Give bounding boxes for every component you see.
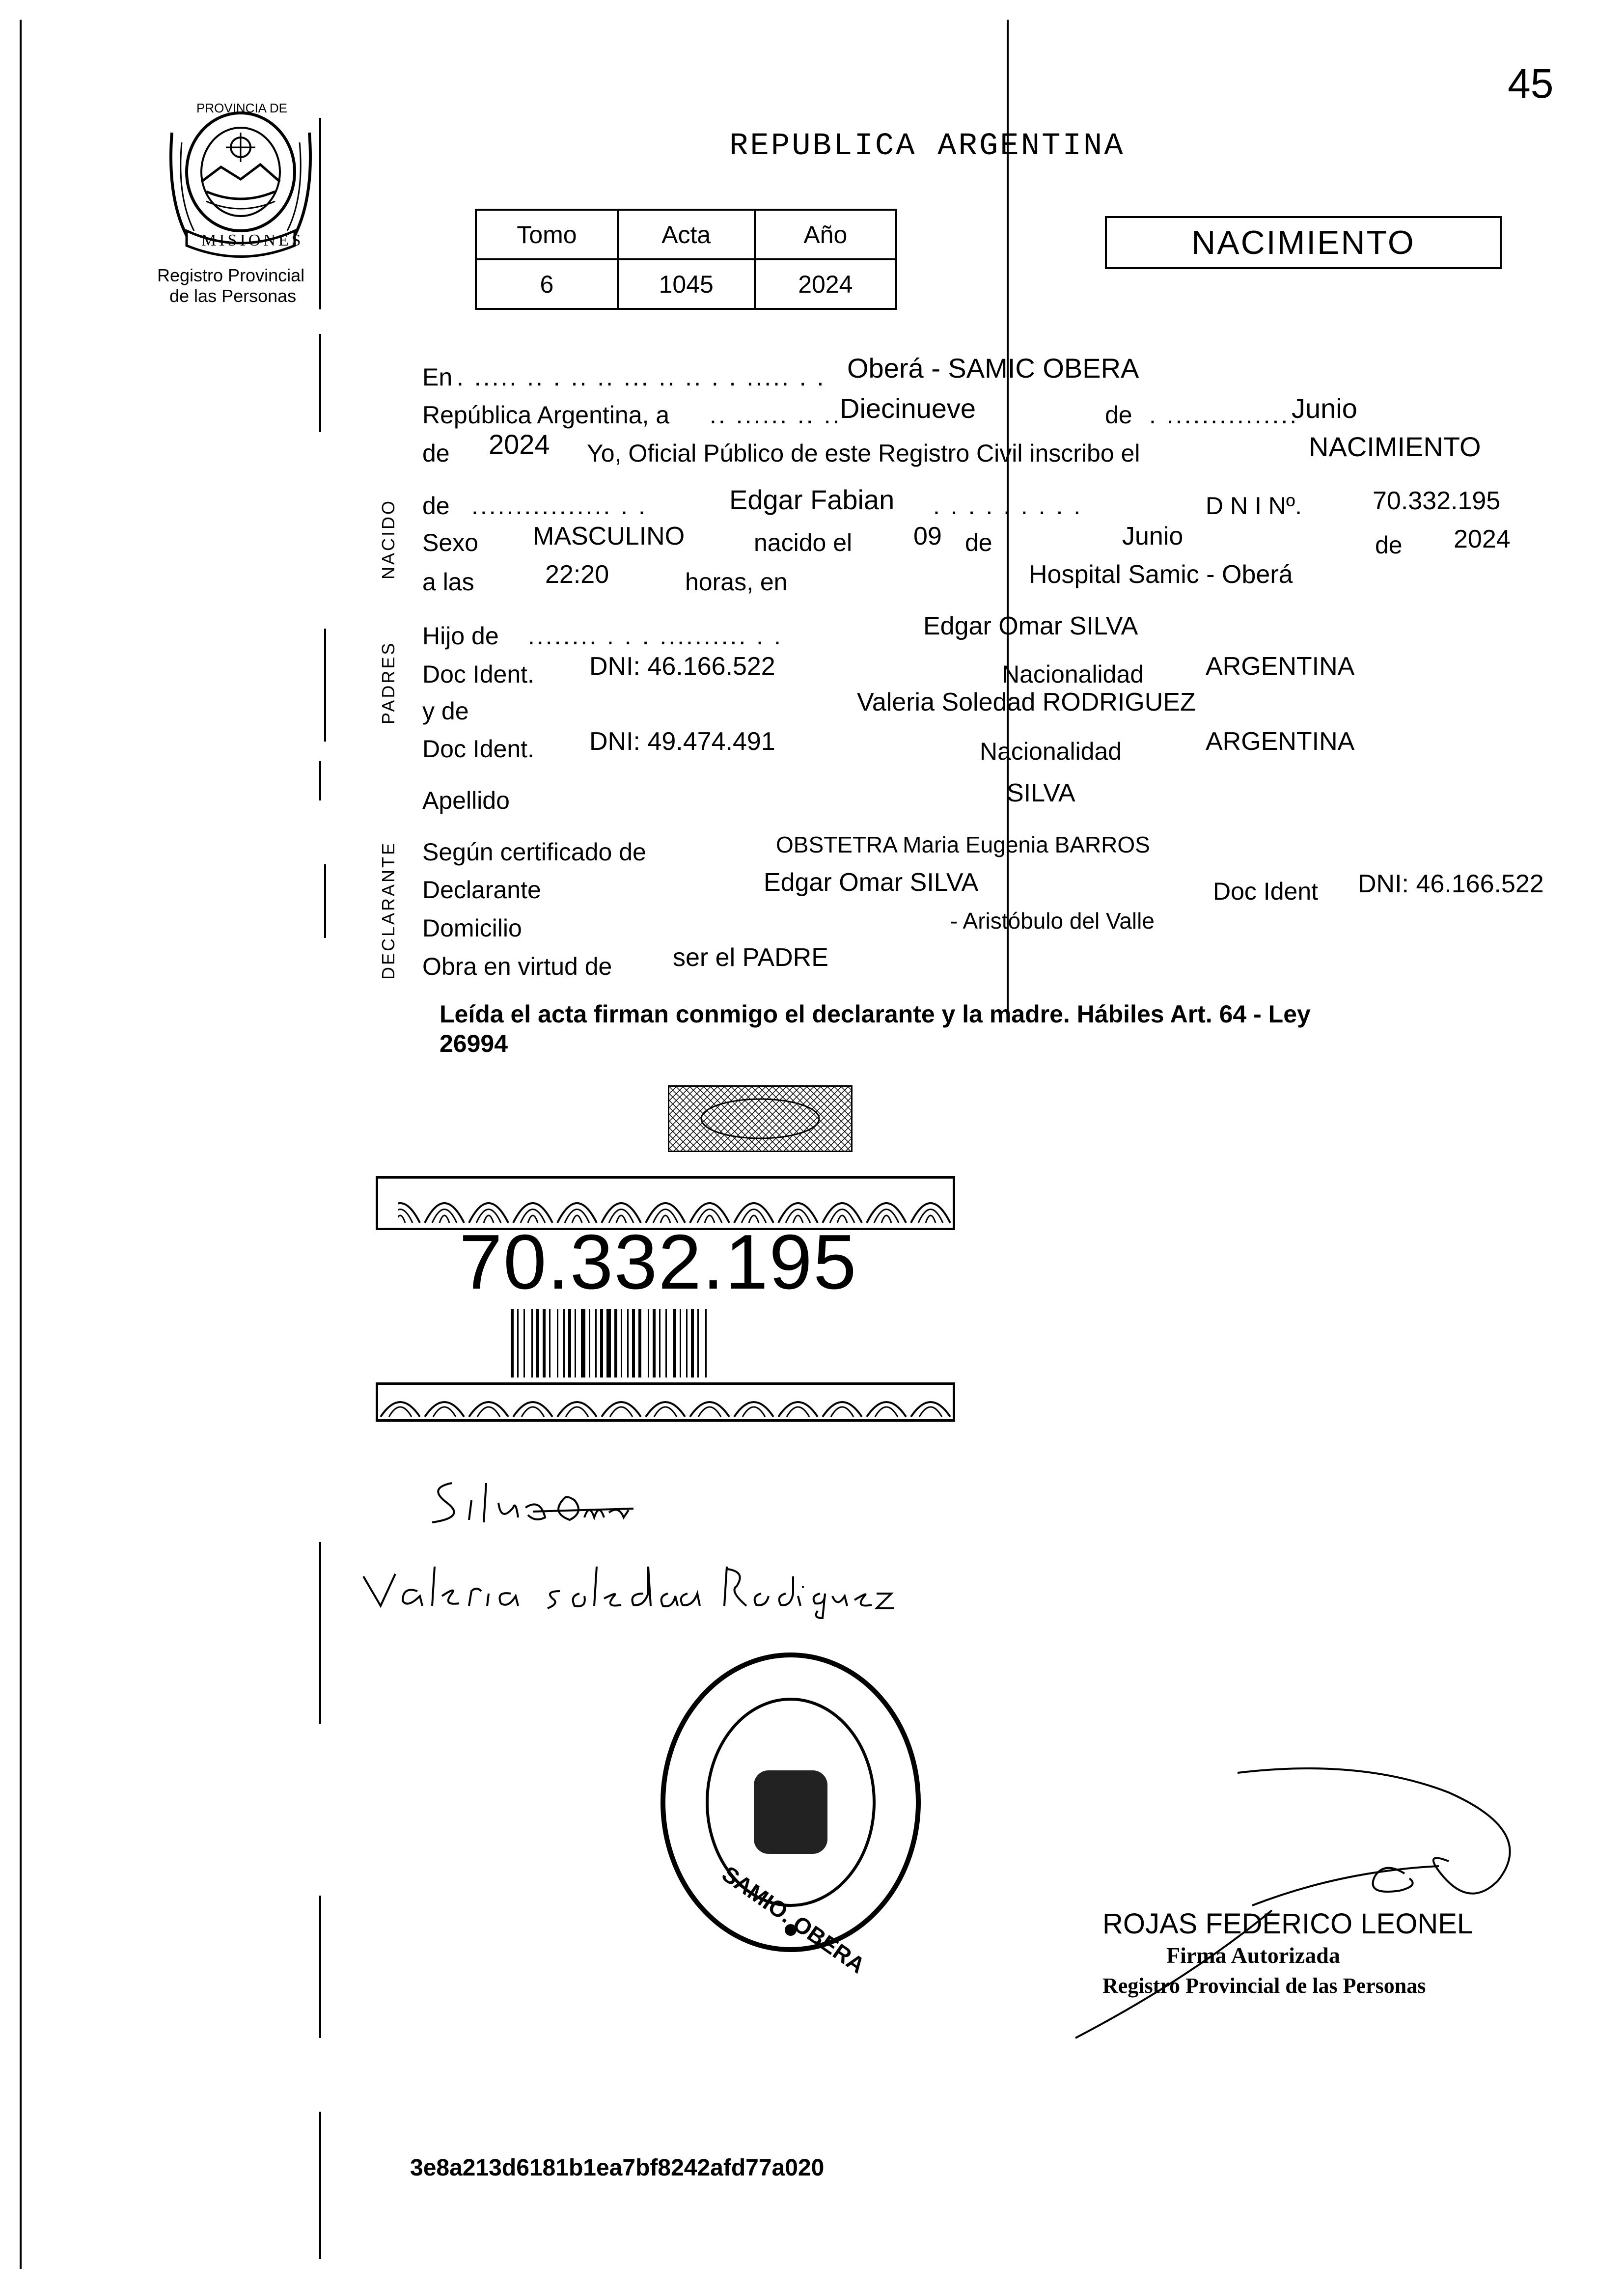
value-mes: Junio xyxy=(1292,393,1357,424)
value-mes-nac: Junio xyxy=(1122,522,1184,551)
barcode-bar xyxy=(614,1309,617,1377)
barcode-bar xyxy=(659,1309,661,1377)
barcode-bar xyxy=(517,1309,519,1377)
value-anio: 2024 xyxy=(489,429,550,460)
value-hora: 22:20 xyxy=(545,560,609,589)
label-republica: República Argentina, a xyxy=(422,401,670,429)
left-margin-mark xyxy=(319,1542,321,1724)
value-madre: Valeria Soledad RODRIGUEZ xyxy=(857,688,1196,716)
logo-ribbon-text: MISIONES xyxy=(201,231,304,249)
label-oficial: Yo, Oficial Público de este Registro Civil inscribo el xyxy=(587,440,1140,467)
document-header-country: REPUBLICA ARGENTINA xyxy=(729,129,1125,164)
acta-table xyxy=(475,209,897,310)
handwritten-signature-icon xyxy=(354,1547,908,1621)
barcode-bar xyxy=(621,1309,622,1377)
value-tipo: NACIMIENTO xyxy=(1309,431,1481,462)
label-de-anio: de xyxy=(422,440,450,467)
barcode-bar xyxy=(531,1309,533,1377)
label-doc-ident-2: Doc Ident. xyxy=(422,735,534,763)
label-y-de: y de xyxy=(422,697,469,725)
label-de-nombre: de xyxy=(422,492,450,520)
barcode-bar xyxy=(691,1309,694,1377)
value-nac-madre: ARGENTINA xyxy=(1206,727,1355,756)
label-en: En xyxy=(422,363,453,391)
dotted-leader: . ............... xyxy=(1149,401,1299,429)
value-sexo: MASCULINO xyxy=(533,522,685,551)
label-apellido: Apellido xyxy=(422,787,510,814)
label-de-dia: de xyxy=(965,529,992,556)
label-nacionalidad-2: Nacionalidad xyxy=(980,738,1122,765)
barcode-bar xyxy=(549,1309,551,1377)
father-signature xyxy=(417,1468,692,1532)
seal-center-text: SAMIO. OBERA xyxy=(717,1861,870,1979)
logo-caption-line1: Registro Provincial xyxy=(157,265,305,285)
left-margin-mark xyxy=(319,1896,321,2038)
section-padres: PADRES xyxy=(378,641,398,724)
value-virtud: ser el PADRE xyxy=(673,943,828,972)
fold-line xyxy=(1007,20,1009,1021)
officer-role: Firma Autorizada xyxy=(1166,1943,1340,1968)
value-dia-texto: Diecinueve xyxy=(840,393,976,424)
guilloche-pattern-icon xyxy=(669,1087,851,1151)
barcode-bar xyxy=(536,1309,539,1377)
acta-header-acta: Acta xyxy=(618,210,755,259)
dotted-leader: ........ . . . .......... . . xyxy=(528,622,783,650)
label-doc-ident-1: Doc Ident. xyxy=(422,661,534,688)
mother-signature xyxy=(354,1547,908,1621)
barcode-bar xyxy=(563,1309,565,1377)
value-nombre: Edgar Fabian xyxy=(729,484,895,515)
barcode-bar xyxy=(680,1309,681,1377)
label-de-year: de xyxy=(1375,531,1403,559)
security-hologram xyxy=(668,1085,853,1152)
barcode-bar xyxy=(606,1309,611,1377)
label-nacionalidad-1: Nacionalidad xyxy=(1002,661,1144,688)
value-lugar: Oberá - SAMIC OBERA xyxy=(847,353,1139,384)
value-lugar-nac: Hospital Samic - Oberá xyxy=(1029,560,1293,589)
barcode-bar xyxy=(523,1309,525,1377)
left-border-line xyxy=(20,20,22,2269)
left-margin-mark xyxy=(319,761,321,800)
dotted-leader: ................ . . xyxy=(471,492,647,520)
section-nacido: NACIDO xyxy=(378,498,398,579)
barcode-bar xyxy=(697,1309,699,1377)
barcode-bar xyxy=(589,1309,590,1377)
label-horas-en: horas, en xyxy=(685,568,788,596)
left-margin-mark xyxy=(324,864,326,938)
barcode-bar xyxy=(648,1309,649,1377)
barcode-bar xyxy=(638,1309,641,1377)
label-doc-ident-decl: Doc Ident xyxy=(1213,878,1319,905)
acta-header-anio: Año xyxy=(755,210,896,259)
acta-table-value-row xyxy=(476,259,896,309)
officer-name: ROJAS FEDERICO LEONEL xyxy=(1102,1908,1473,1940)
label-dni: D N I Nº. xyxy=(1206,492,1302,520)
barcode-bar xyxy=(653,1309,656,1377)
document-hash: 3e8a213d6181b1ea7bf8242afd77a020 xyxy=(410,2155,825,2181)
value-domicilio: - Aristóbulo del Valle xyxy=(950,908,1155,934)
value-certificado: OBSTETRA Maria Eugenia BARROS xyxy=(776,832,1150,857)
label-obra: Obra en virtud de xyxy=(422,953,612,980)
barcode-bar xyxy=(705,1309,707,1377)
barcode-bar xyxy=(543,1309,546,1377)
page-number: 45 xyxy=(1508,60,1554,107)
acta-value-acta: 1045 xyxy=(618,259,755,309)
value-dni: 70.332.195 xyxy=(1373,487,1501,515)
officer-office: Registro Provincial de las Personas xyxy=(1102,1974,1426,1998)
left-margin-mark xyxy=(319,334,321,432)
value-dia-nac: 09 xyxy=(913,522,942,551)
nota-line2: 26994 xyxy=(440,1030,508,1057)
record-type-label: NACIMIENTO xyxy=(1191,224,1415,261)
barcode-icon xyxy=(511,1309,820,1377)
label-de-mes: de xyxy=(1105,401,1132,429)
barcode-bar xyxy=(581,1309,585,1377)
logo-caption-line2: de las Personas xyxy=(169,286,297,306)
value-doc-declarante: DNI: 46.166.522 xyxy=(1358,870,1544,898)
barcode-bar xyxy=(665,1309,667,1377)
value-declarante: Edgar Omar SILVA xyxy=(764,868,979,897)
label-declarante: Declarante xyxy=(422,876,541,904)
barcode-bar xyxy=(575,1309,576,1377)
record-type-box xyxy=(1105,216,1502,269)
label-sexo: Sexo xyxy=(422,529,478,556)
label-nacido-el: nacido el xyxy=(754,529,853,556)
value-padre: Edgar Omar SILVA xyxy=(923,612,1138,640)
nota-line1: Leída el acta firman conmigo el declarante y la madre. Hábiles Art. 64 - Ley xyxy=(440,1000,1311,1028)
barcode-bar xyxy=(557,1309,558,1377)
acta-table-header-row xyxy=(476,210,896,259)
value-apellido: SILVA xyxy=(1007,779,1075,807)
barcode-bar xyxy=(686,1309,688,1377)
barcode-bar xyxy=(632,1309,635,1377)
left-margin-mark xyxy=(319,2112,321,2259)
barcode-bar xyxy=(595,1309,597,1377)
dotted-leader: . ..... .. . .. .. ... .. .. . . ..... . . xyxy=(457,363,826,391)
label-domicilio: Domicilio xyxy=(422,914,522,942)
barcode-bar xyxy=(600,1309,603,1377)
dotted-leader: .. ...... .. .. xyxy=(710,401,842,429)
value-doc-padre: DNI: 46.166.522 xyxy=(589,652,775,681)
label-hijo-de: Hijo de xyxy=(422,622,499,650)
dni-label-bottom-band xyxy=(376,1382,955,1422)
value-doc-madre: DNI: 49.474.491 xyxy=(589,727,775,756)
barcode-bar xyxy=(511,1309,514,1377)
value-nac-padre: ARGENTINA xyxy=(1206,652,1355,681)
acta-header-tomo: Tomo xyxy=(476,210,618,259)
wave-pattern-icon xyxy=(378,1385,953,1419)
label-segun: Según certificado de xyxy=(422,838,646,866)
label-a-las: a las xyxy=(422,568,474,596)
barcode-bar xyxy=(673,1309,676,1377)
barcode-bar xyxy=(627,1309,629,1377)
dotted-leader: . . . . . . . . . xyxy=(933,492,1083,520)
logo-ring-text: PROVINCIA DE xyxy=(196,101,287,115)
left-margin-mark xyxy=(324,629,326,742)
value-anio-nac: 2024 xyxy=(1454,525,1511,553)
dni-label-number: 70.332.195 xyxy=(459,1219,857,1305)
barcode-bar xyxy=(568,1309,571,1377)
handwritten-signature-icon xyxy=(417,1468,692,1532)
section-declarante: DECLARANTE xyxy=(378,841,398,980)
acta-value-tomo: 6 xyxy=(476,259,618,309)
dni-barcode xyxy=(511,1309,820,1377)
acta-value-anio: 2024 xyxy=(755,259,896,309)
